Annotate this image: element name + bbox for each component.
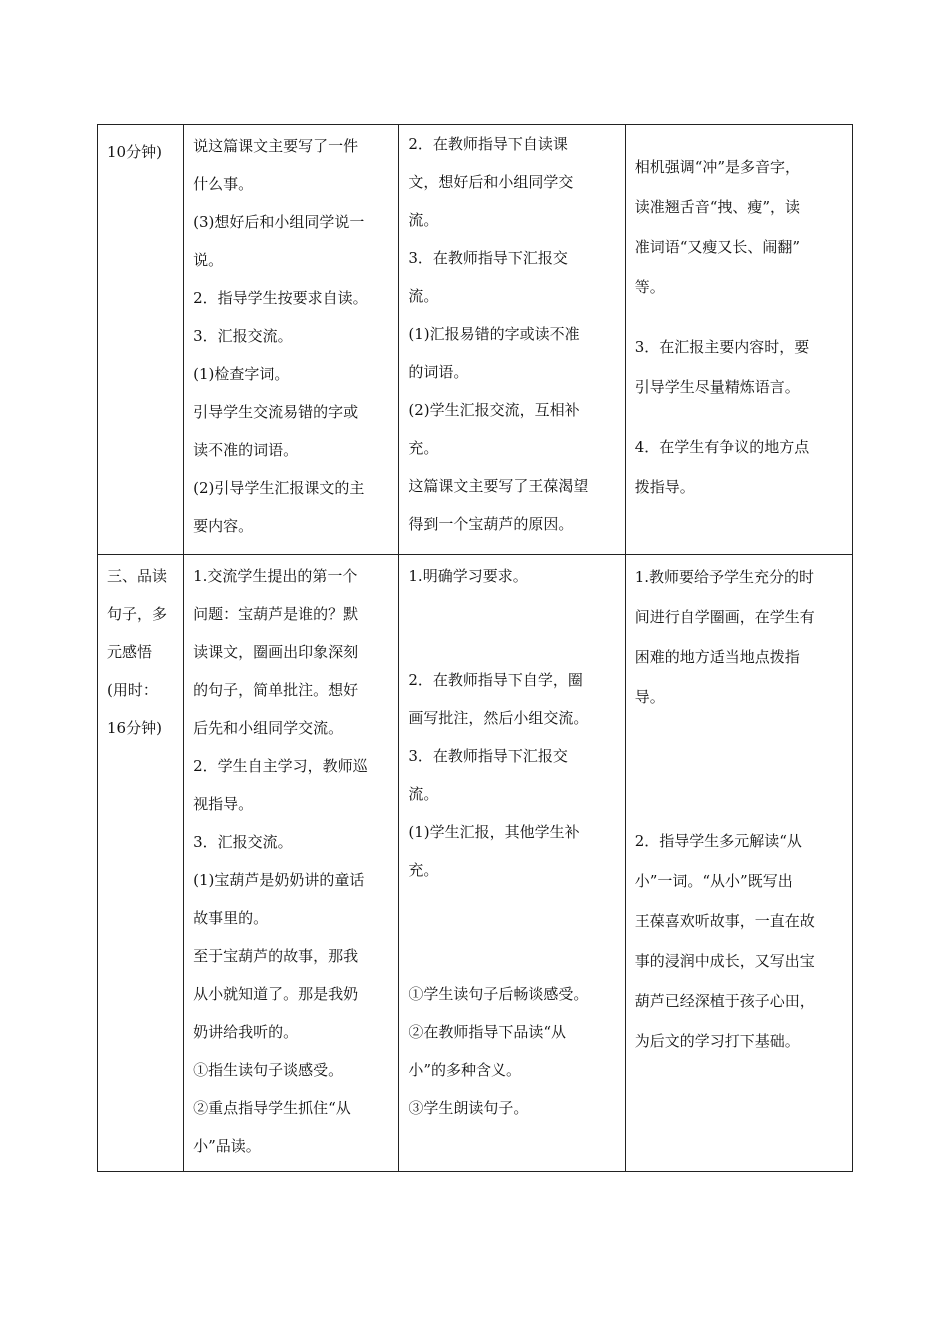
teacher-line: 2．学生自主学习，教师巡 [193,757,368,775]
student-line: (2)学生汇报交流，互相补 [408,401,580,419]
teacher-line: 读不准的词语。 [193,441,299,459]
teacher-line: 视指导。 [193,795,254,813]
student-line: 流。 [408,287,439,305]
student-line: 2．在教师指导下自学，圈 [408,671,583,689]
student-line: 充。 [408,439,439,457]
notes-line [635,307,844,327]
notes-line: 读准翘舌音“拽、瘦”，读 [634,198,801,216]
table-row [98,555,853,1172]
student-line: ①学生读句子后畅谈感受。 [408,985,589,1003]
stage-line: 16分钟) [107,719,162,737]
student-line [408,889,616,927]
teacher-line: 问题：宝葫芦是谁的？默 [193,605,359,623]
student-line: 充。 [408,861,439,879]
teacher-line: (2)引导学生汇报课文的主 [193,479,365,497]
teacher-line: 3．汇报交流。 [193,833,293,851]
teacher-line: (3)想好后和小组同学说一 [193,213,365,231]
notes-line [635,787,844,821]
notes-line: 4．在学生有争议的地方点 [634,438,810,456]
teacher-line: ②重点指导学生抓住“从 [193,1099,351,1117]
table-row [98,125,853,555]
teacher-activity-cell [184,125,399,555]
teacher-line: (1)检查字词。 [193,365,290,383]
student-line: (1)汇报易错的字或读不准 [408,325,580,343]
notes-line: 间进行自学圈画，在学生有 [634,608,815,626]
notes-line: 导。 [634,688,665,706]
student-line: ②在教师指导下品读“从 [408,1023,567,1041]
student-line [408,927,616,975]
notes-line: 引导学生尽量精炼语言。 [634,378,800,396]
student-line: 这篇课文主要写了王葆渴望 [408,477,589,495]
notes-line: 准词语“又瘦又长、闹翻” [634,238,801,256]
teacher-line: 什么事。 [193,175,254,193]
teacher-line: 要内容。 [193,517,254,535]
stage-line: (用时： [107,681,158,699]
notes-line: 事的浸润中成长，又写出宝 [634,952,815,970]
teacher-line: 读课文，圈画出印象深刻 [193,643,359,661]
notes-line [635,757,844,787]
teacher-line: (1)宝葫芦是奶奶讲的童话 [193,871,365,889]
notes-line: 王葆喜欢听故事，一直在故 [634,912,815,930]
notes-line: 3．在汇报主要内容时，要 [634,338,810,356]
teacher-line: 小”品读。 [193,1137,261,1155]
teacher-activity-cell [184,555,399,1172]
student-line: 流。 [408,785,439,803]
stage-line: 三、品读 [107,567,168,585]
notes-line: 拨指导。 [634,478,695,496]
notes-line: 为后文的学习打下基础。 [634,1032,800,1050]
student-line: 流。 [408,211,439,229]
student-line: 2．在教师指导下自读课 [408,135,568,153]
teacher-line: 引导学生交流易错的字或 [193,403,359,421]
student-line: 3．在教师指导下汇报交 [408,747,568,765]
student-line: 画写批注，然后小组交流。 [408,709,589,727]
teacher-line: 说。 [193,251,224,269]
teacher-line: ①指生读句子谈感受。 [193,1061,344,1079]
teacher-line: 后先和小组同学交流。 [193,719,344,737]
teacher-line: 说这篇课文主要写了一件 [193,137,359,155]
student-activity-cell [399,555,625,1172]
stage-cell [98,555,184,1172]
student-line: 小”的多种含义。 [408,1061,522,1079]
student-line: ③学生朗读句子。 [408,1099,529,1117]
student-line: (1)学生汇报，其他学生补 [408,823,580,841]
design-notes-cell [625,125,852,555]
design-notes-cell [625,555,852,1172]
student-line: 3．在教师指导下汇报交 [408,249,568,267]
notes-line: 相机强调“冲”是多音字， [634,158,801,176]
notes-line: 葫芦已经深植于孩子心田， [634,992,815,1010]
teacher-line: 奶讲给我听的。 [193,1023,299,1041]
student-line: 得到一个宝葫芦的原因。 [408,515,574,533]
stage-line: 10分钟) [107,143,162,161]
stage-line: 元感悟 [107,643,153,661]
stage-cell [98,125,184,555]
teacher-line: 至于宝葫芦的故事，那我 [193,947,359,965]
student-line: 文，想好后和小组同学交 [408,173,574,191]
notes-line [635,407,844,427]
teacher-line: 从小就知道了。那是我奶 [193,985,359,1003]
teacher-line: 的句子，简单批注。想好 [193,681,359,699]
lesson-plan-table [97,124,853,1172]
teacher-line: 1.交流学生提出的第一个 [193,567,358,585]
stage-line: 句子，多 [107,605,168,623]
notes-line: 等。 [634,278,665,296]
student-activity-cell [399,125,625,555]
teacher-line: 3．汇报交流。 [193,327,293,345]
teacher-line: 故事里的。 [193,909,269,927]
notes-line: 2．指导学生多元解读“从 [634,832,802,850]
student-line [408,595,616,633]
teacher-line: 2．指导学生按要求自读。 [193,289,368,307]
notes-line: 小”一词。“从小”既写出 [634,872,793,890]
notes-line: 1.教师要给予学生充分的时 [634,568,815,586]
student-line [408,633,616,661]
student-line: 1.明确学习要求。 [408,567,528,585]
student-line: 的词语。 [408,363,469,381]
notes-line: 困难的地方适当地点拨指 [634,648,800,666]
notes-line [635,717,844,757]
